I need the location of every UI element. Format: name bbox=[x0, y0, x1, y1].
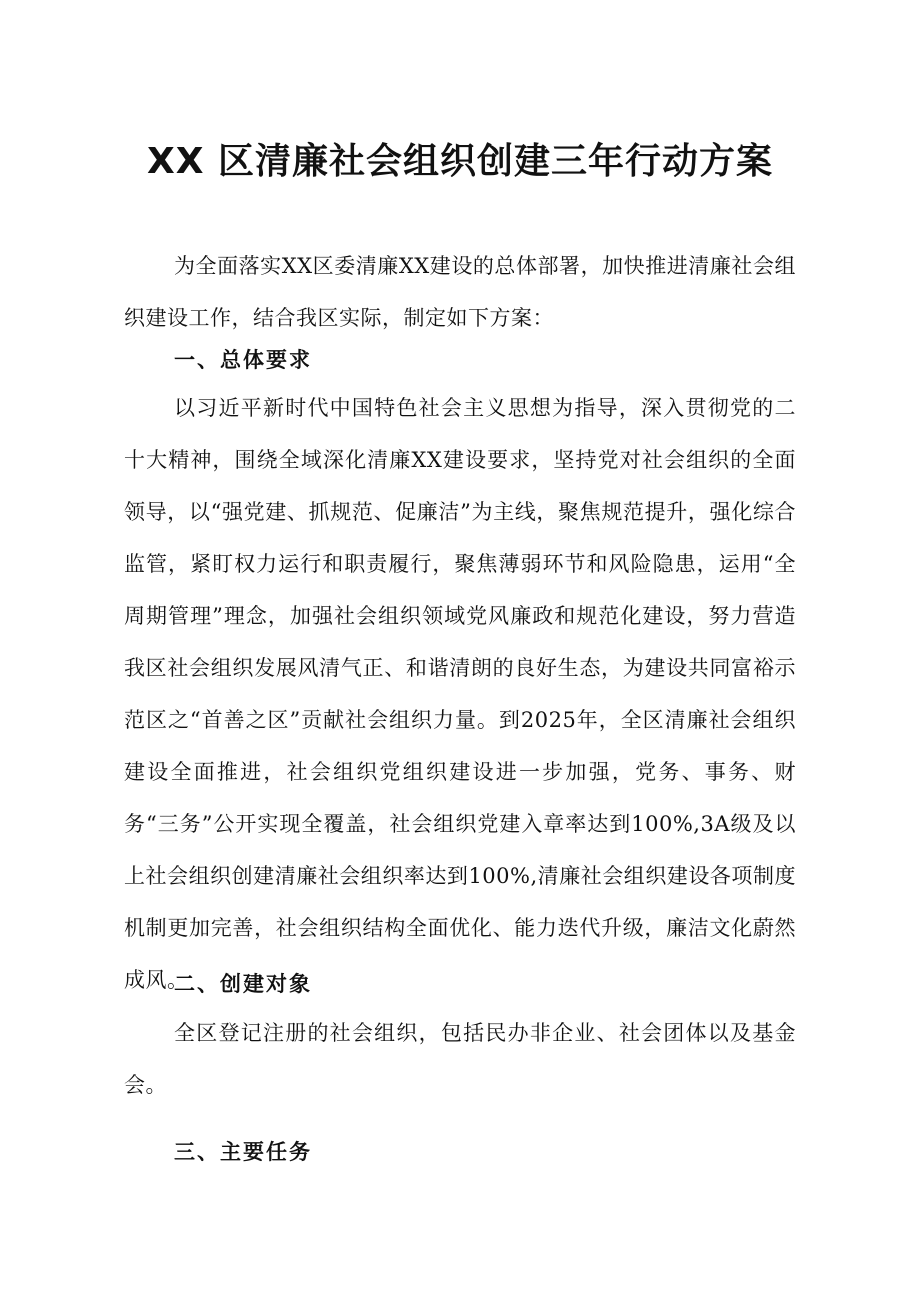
intro-paragraph: 为全面落实XX区委清廉XX建设的总体部署，加快推进清廉社会组织建设工作，结合我区实际，制定如下方案： bbox=[124, 254, 796, 330]
document-title: XX 区清廉社会组织创建三年行动方案 bbox=[146, 141, 774, 182]
section-heading-main-tasks: 三、主要任务 bbox=[174, 1139, 312, 1164]
section-heading-general-requirements: 一、总体要求 bbox=[174, 347, 312, 372]
section-body-general-requirements: 以习近平新时代中国特色社会主义思想为指导，深入贯彻党的二十大精神，围绕全域深化清廉XX建设要求，坚持党对社会组织的全面领导，以“强党建、抓规范、促廉洁”为主线，聚焦规范提升，强化综合监管，紧盯权力运行和职责履行，聚焦薄弱环节和风险隐患，运用“全周期管理”理念，加强社会组织领域党风廉政和规范化建设，努力营造我区社会组织发展风清气正、和谐清朗的良好生态，为建设共同富裕示范区之“首善之区”贡献社会组织力量。到2025年，全区清廉社会组织建设全面推进，社会组织党组织建设进一步加强，党务、事务、财务“三务”公开实现全覆盖，社会组织党建入章率达到100%,3A级及以上社会组织创建清廉社会组织率达到100%,清廉社会组织建设各项制度机制更加完善，社会组织结构全面优化、能力迭代升级，廉洁文化蔚然成风。 bbox=[124, 396, 796, 992]
section-body-targets: 全区登记注册的社会组织，包括民办非企业、社会团体以及基金会。 bbox=[124, 1021, 796, 1097]
section-heading-targets: 二、创建对象 bbox=[174, 971, 312, 996]
